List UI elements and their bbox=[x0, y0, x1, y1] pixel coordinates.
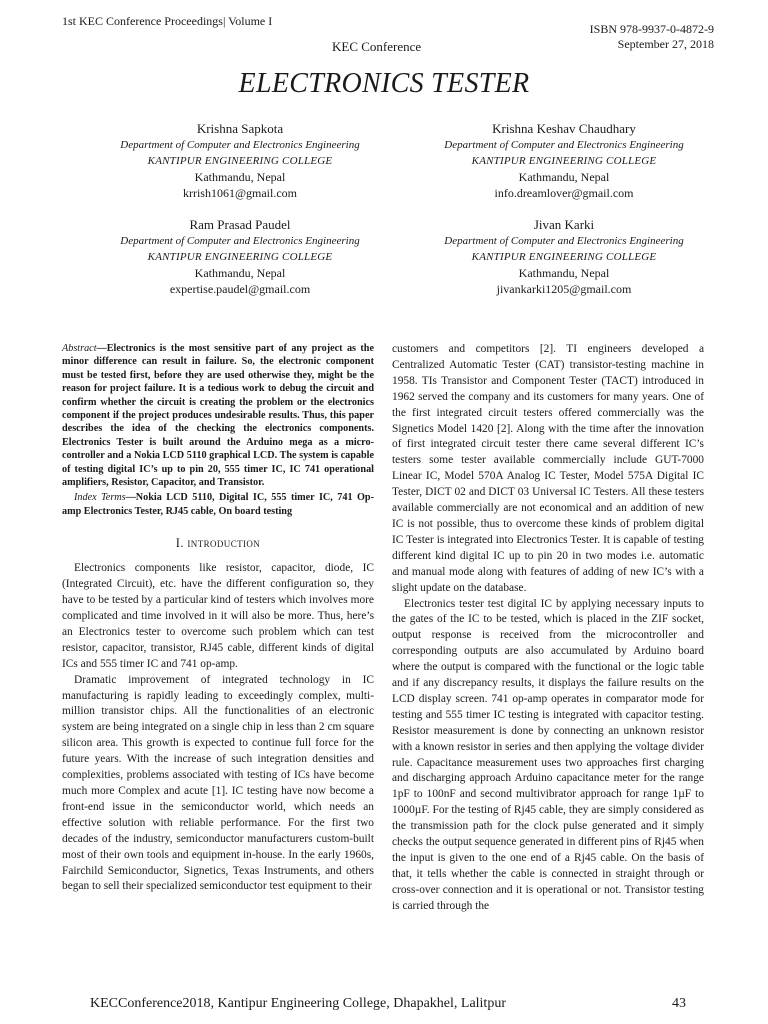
body-paragraph: Dramatic improvement of integrated technology in IC manufacturing is rapidly leading to exceedingly complex, multi-million transistor chips. All the functionalities of an electronic system are being integrated on a single chip in less than 2 cm square silicon area. This growth is expected to continue full force for the future years. With the increase of such integration densities and complexities, problems associated with testing of ICs have become much more Complex and acute [1]. IC testing have now become a front-end issue in the semiconductor world, which needs an effective solution with reliable performance. For the first two decades of the industry, semiconductor manufacturers custom-built most of their own tools and equipment in-house. In the early 1960s, Fairchild Semiconductor, Signetics, Texas Instruments, and others began to sell their specialized semiconductor test equipment to their bbox=[62, 673, 374, 893]
publication-date: September 27, 2018 bbox=[617, 37, 714, 51]
author-college: KANTIPUR ENGINEERING COLLEGE bbox=[471, 251, 657, 263]
author-college: KANTIPUR ENGINEERING COLLEGE bbox=[471, 155, 657, 167]
author-college: KANTIPUR ENGINEERING COLLEGE bbox=[147, 251, 333, 263]
author-block bbox=[80, 120, 400, 201]
body-paragraph: Electronics tester test digital IC by applying necessary inputs to the gates of the IC to be tested, which is placed in the ZIF socket, output response is received from the microcontroller and corresponding outputs are also accumulated by Arduino board where the output is compared with the functional or the logic table and if any discrepancy results, it displays the failure results on the LCD display screen. 741 op-amp operates in comparator mode for testing and 555 timer IC testing is integrated with capacitor testing. Resistor measurement is done by connecting an unknown resistor with a known resistor in series and then applying the voltage divider rule. Capacitance measurement uses two approaches first charging and discharging approach Arduino capacitance meter for the range 1pF to 100nF and second multivibrator approach for range 1µF to 1000µF. For the testing of Rj45 cable, they are simply considered as the transmission path for the clock pulse generated and it simply checks the output sequence generated in different pins of Rj45 when the input is given to the one end of a Rj45 cable. On the basis of that, it tells whether the cable is connected in straight through or cross-over connection and it is operational or not. Transistor testing is carried through the bbox=[392, 597, 704, 912]
author-department: Department of Computer and Electronics Engineering bbox=[444, 139, 684, 151]
author-name: Ram Prasad Paudel bbox=[189, 217, 291, 232]
body-paragraph: Electronics components like resistor, capacitor, diode, IC (Integrated Circuit), etc. have the different configuration so, they have to be tested by a particular kind of testers which involves more complicated and time involved in it will also be more. Thus, here’s an Electronics tester to overcome such problem which can test resistor, capacitor, transistor, RJ45 cable, different kinds of digital ICs and 555 timer IC and 741 op-amp. bbox=[62, 562, 374, 670]
author-block bbox=[404, 216, 724, 297]
proceedings-label: 1st KEC Conference Proceedings| Volume I bbox=[62, 14, 273, 28]
author-name: Jivan Karki bbox=[533, 217, 595, 232]
isbn: ISBN 978-9937-0-4872-9 bbox=[589, 22, 714, 36]
author-name: Krishna Keshav Chaudhary bbox=[492, 121, 636, 136]
author-block bbox=[404, 120, 724, 201]
author-city: Kathmandu, Nepal bbox=[518, 170, 610, 184]
author-email: jivankarki1205@gmail.com bbox=[496, 282, 632, 296]
section-title: introduction bbox=[187, 536, 261, 551]
left-column bbox=[62, 342, 374, 895]
footer-text: KECConference2018, Kantipur Engineering College, Dhapakhel, Lalitpur bbox=[90, 996, 506, 1011]
author-email: info.dreamlover@gmail.com bbox=[494, 186, 634, 200]
author-college: KANTIPUR ENGINEERING COLLEGE bbox=[147, 155, 333, 167]
body-paragraph: customers and competitors [2]. TI engineers developed a Centralized Automatic Tester (CAT) transistor-testing machine in 1958. TIs Transistor and Component Tester (TACT) introduced in 1962 served the company and its customers for many years. One of the first integrated circuit testers offered commercially was the Signetics Model 1420 [2]. Along with the time after the innovation of first integrated circuit tester there came several different IC’s testers some tester available commercially include GUT-7000 Linear IC, Model 570A Analog IC Tester, Model 575A Digital IC Tester, DICT 02 and DICT 03 Universal IC Testers. All these testers available commercially are not economical and an addition of new IC is not possible, thus to overcome these kinds of problem digital IC Tester is integrated into Electronics Tester. It is capable of testing different kind digital IC up to pin 20 in two modes i.e. automatic and manual mode along with features of adding of new IC’s with a slight update on the database. bbox=[392, 343, 704, 594]
author-city: Kathmandu, Nepal bbox=[194, 266, 286, 280]
author-email: expertise.paudel@gmail.com bbox=[169, 282, 311, 296]
index-terms bbox=[62, 491, 374, 518]
abstract-text: —Electronics is the most sensitive part of any project as the minor difference can result in failure. So, the electronic component must be tested first, before they are used otherwise they, might be the reason for project failure. It is a tedious work to debug the circuit and confirm whether the circuit is creating the problem or the electronics component if the project produces undesirable results. Thus, this paper describes the idea of the checking the electronics components. Electronics Tester is built around the Arduino mega as a micro-controller and a Nokia LCD 5110 graphical LCD. The system is capable of testing digital IC’s up to pin 20, 555 timer IC, IC 741 operational amplifiers, Resistor, Capacitor, and Transistor. bbox=[62, 343, 374, 489]
page-number: 43 bbox=[672, 996, 686, 1011]
abstract-lead: Abstract bbox=[62, 343, 97, 354]
conference-name: KEC Conference bbox=[332, 39, 422, 54]
index-terms-lead: Index Terms bbox=[74, 492, 126, 504]
author-department: Department of Computer and Electronics Engineering bbox=[444, 235, 684, 247]
author-email: krrish1061@gmail.com bbox=[182, 186, 298, 200]
section-heading bbox=[62, 536, 374, 551]
section-numeral: I. bbox=[175, 536, 184, 551]
author-department: Department of Computer and Electronics Engineering bbox=[120, 139, 360, 151]
paper-title: ELECTRONICS TESTER bbox=[238, 68, 530, 99]
author-department: Department of Computer and Electronics Engineering bbox=[120, 235, 360, 247]
author-name: Krishna Sapkota bbox=[196, 121, 284, 136]
author-city: Kathmandu, Nepal bbox=[518, 266, 610, 280]
index-terms-text: —Nokia LCD 5110, Digital IC, 555 timer IC, 741 Op-amp Electronics Tester, RJ45 cable, On board testing bbox=[62, 492, 374, 517]
author-block bbox=[80, 216, 400, 297]
right-column bbox=[392, 342, 704, 915]
abstract bbox=[62, 342, 374, 489]
author-city: Kathmandu, Nepal bbox=[194, 170, 286, 184]
